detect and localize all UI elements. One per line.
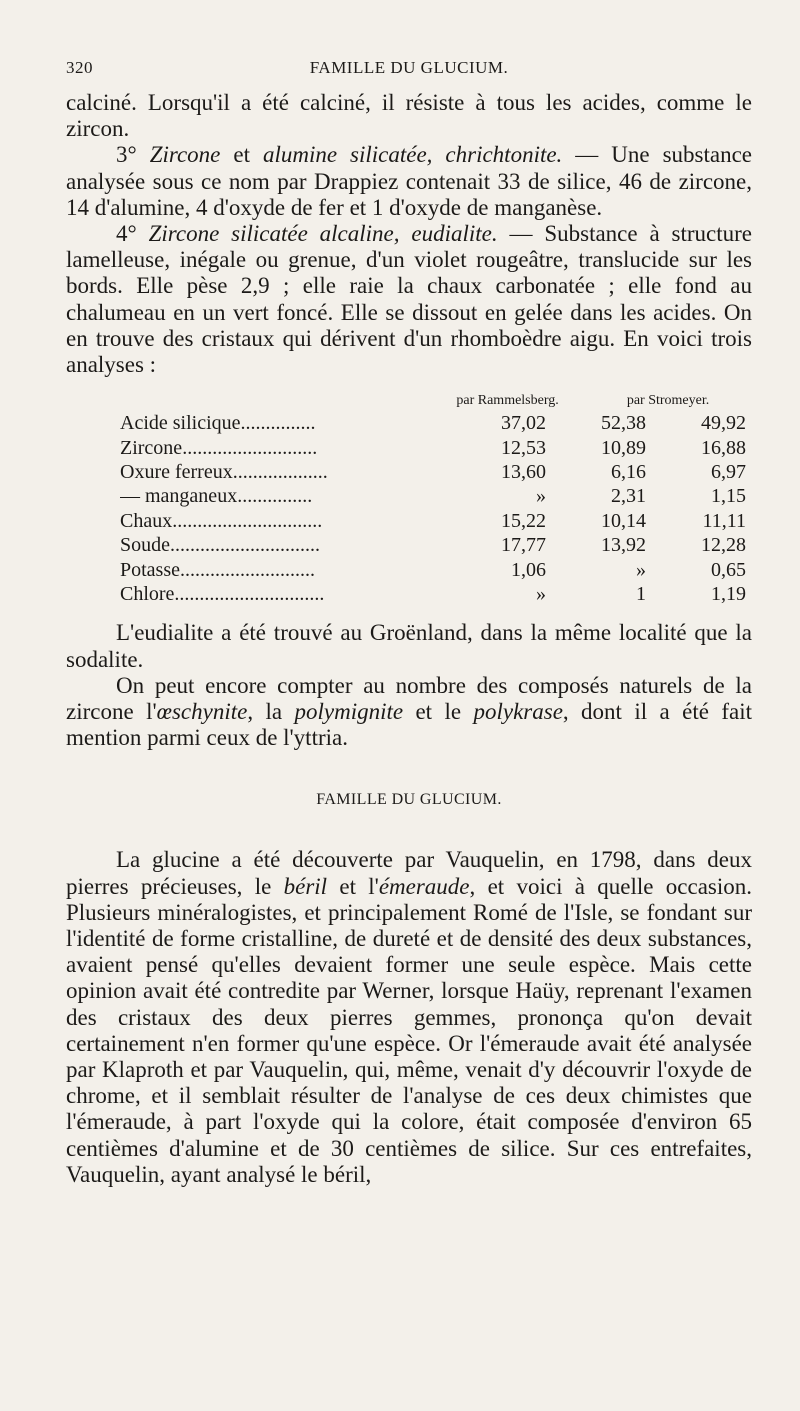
row-value: 13,92	[601, 534, 646, 557]
conjunction: et	[233, 142, 250, 168]
paragraph-chrichtonite	[66, 142, 752, 221]
row-label: Oxure ferreux...................	[120, 461, 328, 484]
table-row	[120, 558, 752, 582]
row-label: Acide silicique...............	[120, 412, 316, 435]
row-value: 11,11	[702, 509, 746, 532]
page-number: 320	[66, 58, 93, 77]
table-row	[120, 582, 752, 606]
row-value: 12,28	[701, 534, 746, 557]
row-value: 16,88	[701, 436, 746, 459]
row-value: 37,02	[501, 412, 546, 435]
mineral-name: Zircone silicatée alcaline, eudialite.	[148, 221, 498, 247]
paragraph-groenland: L'eudialite a été trouvé au Groënland, dans la même localité que la sodalite.	[66, 620, 752, 672]
paragraph-eudialite	[66, 221, 752, 378]
row-label: Potasse...........................	[120, 558, 315, 581]
running-title: FAMILLE DU GLUCIUM.	[309, 58, 509, 77]
row-value: 15,22	[501, 509, 546, 532]
row-label: Chlore..............................	[120, 582, 325, 605]
mineral-name: Zircone	[149, 142, 221, 168]
row-value: 6,16	[611, 461, 646, 484]
row-value: 13,60	[501, 461, 546, 484]
table-row	[120, 460, 752, 484]
row-value: 6,97	[711, 461, 746, 484]
table-row	[120, 484, 752, 508]
row-value: 1,15	[711, 485, 746, 508]
row-value: 49,92	[701, 412, 746, 435]
table-row	[120, 509, 752, 533]
row-value: »	[636, 558, 646, 581]
row-value: 52,38	[601, 412, 646, 435]
table-row	[120, 436, 752, 460]
row-value: 10,14	[601, 509, 646, 532]
paragraph-composes: On peut encore compter au nombre des composés naturels de la zircone l'œschynite, la polymignite et le polykrase, dont il a été fait mention parmi ceux de l'yttria.	[66, 672, 752, 751]
section-heading: FAMILLE DU GLUCIUM.	[316, 791, 502, 809]
column-head-stromeyer: par Stromeyer.	[626, 393, 710, 409]
mineral-name: béril	[283, 873, 328, 899]
row-label: — manganeux...............	[120, 485, 313, 508]
item-number: 3°	[116, 142, 137, 168]
row-value: 10,89	[601, 436, 646, 459]
table-header	[120, 393, 752, 409]
table-row	[120, 533, 752, 557]
mineral-name: œschynite	[156, 698, 248, 724]
row-value: 1,06	[511, 558, 546, 581]
row-value: 12,53	[501, 436, 546, 459]
row-value: »	[536, 485, 546, 508]
paragraph-text: — Une substance analysée sous ce nom par Drappiez contenait 33 de silice, 46 de zircone, 14 d'alumine, 4 d'oxyde de fer et 1 d'oxyde de manganèse.	[66, 142, 752, 220]
running-header	[66, 58, 752, 78]
mineral-name: polykrase	[473, 698, 563, 724]
row-label: Soude..............................	[120, 534, 320, 557]
row-value: »	[536, 582, 546, 605]
row-value: 0,65	[711, 558, 746, 581]
paragraph-text: — Substance à structure lamelleuse, inégale ou grenue, d'un violet rougeâtre, translucide sur les bords. Elle pèse 2,9 ; elle raie la chaux carbonatée ; elle fond au chalumeau en un vert foncé. Elle se dissout en gelée dans les acides. On en trouve des cristaux qui dérivent d'un rhomboèdre aigu. En voici trois analyses :	[66, 221, 753, 378]
item-number: 4°	[116, 221, 137, 247]
analysis-table	[120, 393, 752, 606]
row-value: 17,77	[501, 534, 546, 557]
table-row	[120, 411, 752, 435]
row-value: 1,19	[711, 582, 746, 605]
mineral-name: polymignite	[294, 698, 404, 724]
paragraph-glucine: La glucine a été découverte par Vauquelin, en 1798, dans deux pierres précieuses, le béril et l'émeraude, et voici à quelle occasion. Plusieurs minéralogistes, et principalement Romé de l'Isle, se fondant sur l'identité de forme cristalline, de dureté et de densité des deux substances, avaient pensé qu'elles devaient former une seule espèce. Mais cette opinion avait été contredite par Werner, lorsque Haüy, reprenant l'examen des cristaux des deux pierres gemmes, prononça qu'on devait certainement n'en former qu'une espèce. Or l'émeraude avait été analysée par Klaproth et par Vauquelin, qui, même, venait d'y découvrir l'oxyde de chrome, et il semblait résulter de l'analyse de ces deux chimistes que l'émeraude, à part l'oxyde qui la colore, était composée d'environ 65 centièmes d'alumine et de 30 centièmes de silice. Sur ces entrefaites, Vauquelin, ayant analysé le béril,	[66, 847, 752, 1187]
row-value: 2,31	[611, 485, 646, 508]
column-head-rammelsberg: par Rammelsberg.	[456, 393, 559, 409]
mineral-name: émeraude	[378, 873, 470, 899]
mineral-name: alumine silicatée, chrichtonite.	[262, 142, 563, 168]
paragraph-calcine: calciné. Lorsqu'il a été calciné, il résiste à tous les acides, comme le zircon.	[66, 90, 752, 142]
row-label: Zircone...........................	[120, 436, 318, 459]
row-value: 1	[636, 582, 646, 605]
row-label: Chaux..............................	[120, 509, 323, 532]
